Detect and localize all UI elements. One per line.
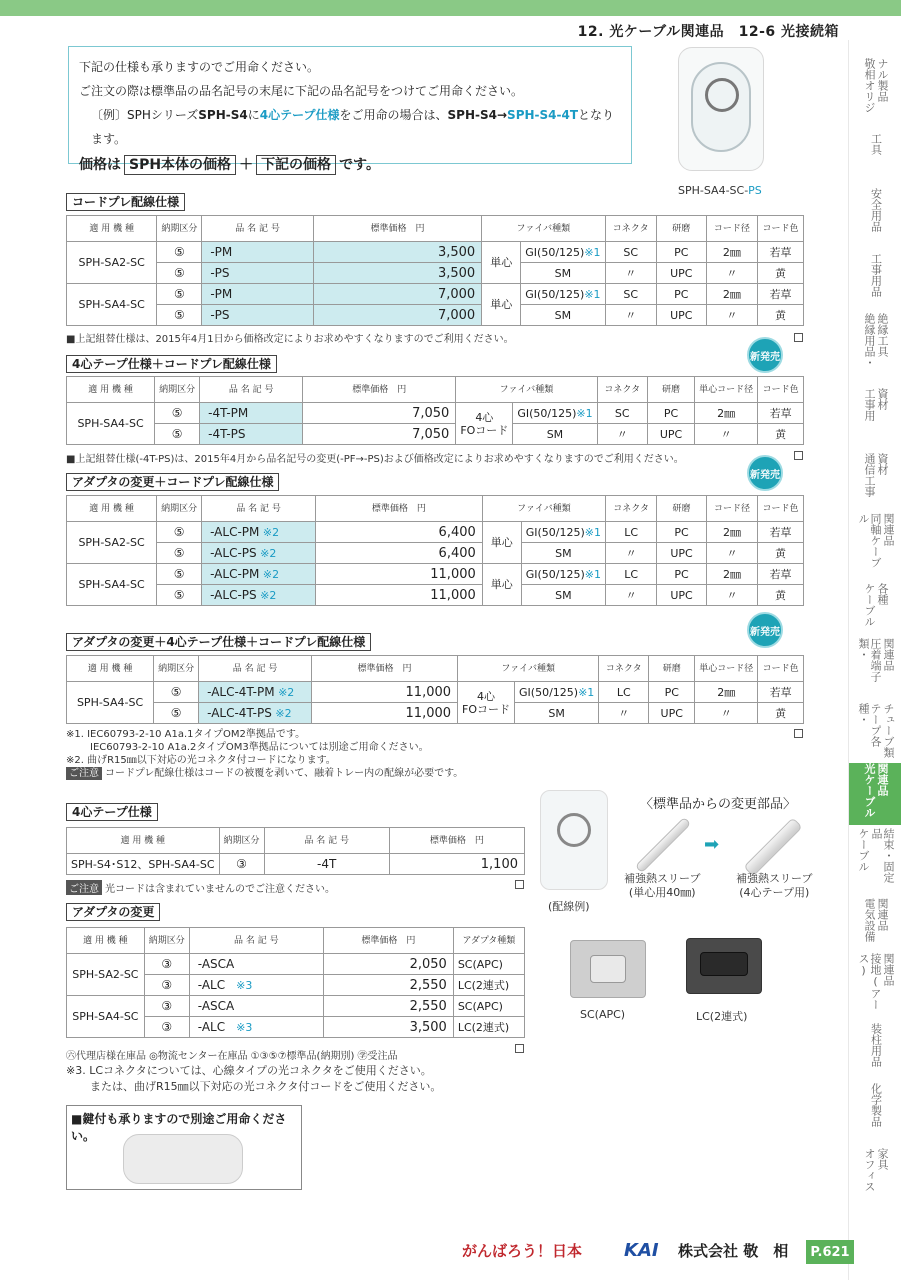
- sidebar-item[interactable]: チューブ類 テープ各種・: [857, 703, 895, 758]
- price-cell: 11,000: [311, 703, 457, 724]
- lock-box-photo: [123, 1134, 243, 1184]
- price-cell: 6,400: [316, 522, 483, 543]
- price-formula: 価格は SPH本体の価格 ＋ 下記の価格 です。: [79, 157, 380, 173]
- column-header: コネクタ: [599, 656, 649, 682]
- stock-legend: ㊅代理店様在庫品 ◎物流センター在庫品 ①③⑤⑦標準品(納期別) ㊫受注品: [66, 1051, 398, 1062]
- model-cell: SPH-SA2-SC: [67, 522, 157, 564]
- cord-color-cell: 黄: [758, 543, 804, 564]
- table-row: [67, 284, 804, 305]
- delivery-cell: ⑤: [157, 522, 202, 543]
- column-header: 納期区分: [144, 928, 189, 954]
- polish-cell: UPC: [656, 305, 706, 326]
- sidebar-item[interactable]: 装柱用品: [869, 1023, 883, 1067]
- column-header: 納期区分: [157, 496, 202, 522]
- tape-spec-table: [66, 827, 525, 875]
- section-title-cord-prewiring: コードプレ配線仕様: [66, 193, 185, 211]
- note-example: 〔例〕SPHシリーズSPH-S4に4心テープ仕様をご用命の場合は、SPH-S4→SPH-S4-4Tとなります。: [91, 108, 615, 146]
- section-title-4core-tape: 4心テープ仕様＋コードプレ配線仕様: [66, 355, 277, 373]
- cord-color-cell: 黄: [758, 585, 804, 606]
- table-row: [67, 564, 804, 585]
- checkbox-marker: [794, 451, 803, 460]
- delivery-cell: ③: [144, 954, 189, 975]
- fiber-cell: SM: [515, 703, 599, 724]
- fiber-cell: SM: [521, 263, 605, 284]
- cord-color-cell: 黄: [758, 424, 804, 445]
- sidebar-item[interactable]: 資材 通信工事: [863, 453, 889, 497]
- fiber-group-cell: 単心: [482, 242, 521, 284]
- fiber-cell: SM: [513, 424, 597, 445]
- cord-diameter-cell: 2㎜: [706, 522, 757, 543]
- column-header: 品 名 記 号: [200, 377, 303, 403]
- column-header: 適 用 機 種: [67, 928, 145, 954]
- fiber-group-cell: 4心 FOコード: [458, 682, 515, 724]
- connector-cell: SC: [605, 242, 656, 263]
- delivery-cell: ③: [144, 975, 189, 996]
- column-header: コード色: [758, 496, 804, 522]
- code-cell: -PS: [202, 263, 314, 284]
- table-row: [67, 522, 804, 543]
- code-cell: -ALC ※3: [189, 975, 323, 996]
- delivery-cell: ⑤: [157, 263, 202, 284]
- note-line-2: ご注文の際は標準品の品名記号の末尾に下記の品名記号をつけてご用命ください。: [79, 84, 524, 98]
- model-cell: SPH-SA2-SC: [67, 242, 157, 284]
- model-cell: SPH-SA2-SC: [67, 954, 145, 996]
- column-header: 納期区分: [154, 656, 199, 682]
- cord-diameter-cell: 〃: [706, 585, 757, 606]
- cord-diameter-cell: 2㎜: [695, 403, 758, 424]
- polish-cell: PC: [657, 522, 707, 543]
- delivery-cell: ⑤: [157, 242, 202, 263]
- column-header: 単心コード径: [695, 377, 758, 403]
- lock-option-box: [66, 1105, 302, 1190]
- connector-cell: LC: [606, 522, 657, 543]
- cord-color-cell: 若草: [758, 522, 804, 543]
- caution-no-cord: ご注意 光コードは含まれていませんのでご注意ください。: [66, 880, 335, 895]
- price-cell: 2,550: [323, 975, 453, 996]
- new-product-badge: 新発売: [747, 612, 783, 648]
- adapter-type-cell: LC(2連式): [453, 975, 524, 996]
- table-row: [67, 996, 525, 1017]
- delivery-cell: ③: [144, 1017, 189, 1038]
- column-header: 納期区分: [219, 828, 264, 854]
- tape-prewiring-table: [66, 376, 804, 445]
- table-row: [67, 682, 804, 703]
- wiring-example-caption: (配線例): [548, 900, 590, 913]
- code-cell: -ALC-PM ※2: [202, 522, 316, 543]
- column-header: 適 用 機 種: [67, 828, 220, 854]
- fiber-group-cell: 単心: [482, 284, 521, 326]
- page-number: P.621: [806, 1240, 854, 1264]
- column-header: コード色: [758, 656, 804, 682]
- note-price-revision-1: ■上記組替仕様は、2015年4月1日から価格改定によりお求めやすくなりますのでご利用ください。: [66, 334, 514, 345]
- model-cell: SPH-SA4-SC: [67, 284, 157, 326]
- cord-color-cell: 若草: [758, 403, 804, 424]
- column-header: 品 名 記 号: [202, 216, 314, 242]
- adapter-type-cell: SC(APC): [453, 996, 524, 1017]
- top-color-bar: [0, 0, 901, 16]
- change-parts-title: 〈標準品からの変更部品〉: [640, 797, 797, 812]
- cord-color-cell: 若草: [758, 242, 804, 263]
- connector-cell: 〃: [606, 543, 657, 564]
- table-row: [67, 305, 804, 326]
- fiber-group-cell: 単心: [482, 522, 521, 564]
- new-product-badge: 新発売: [747, 455, 783, 491]
- cord-diameter-cell: 〃: [695, 424, 758, 445]
- cord-diameter-cell: 〃: [706, 305, 757, 326]
- connector-cell: SC: [605, 284, 656, 305]
- code-cell: -ALC-4T-PS ※2: [199, 703, 312, 724]
- adapter-type-cell: SC(APC): [453, 954, 524, 975]
- sidebar-item[interactable]: 結束・固定品 ケーブル: [857, 828, 895, 883]
- note-price-revision-2: ■上記組替仕様(-4T-PS)は、2015年4月から品名記号の変更(-PF→-PS)および価格改定によりお求めやすくなりますのでご利用ください。: [66, 454, 684, 465]
- price-cell: 7,050: [303, 424, 456, 445]
- delivery-cell: ⑤: [157, 564, 202, 585]
- sidebar-item[interactable]: 関連品 電気設備: [863, 898, 889, 942]
- cord-color-cell: 若草: [758, 682, 804, 703]
- price-cell: 7,000: [313, 305, 481, 326]
- price-cell: 2,550: [323, 996, 453, 1017]
- cord-diameter-cell: 2㎜: [706, 242, 757, 263]
- slogan-logo: がんばろう！日本: [462, 1242, 583, 1260]
- delivery-cell: ⑤: [155, 403, 200, 424]
- sidebar-item[interactable]: 資材 工事用: [863, 388, 889, 421]
- fiber-cell: GI(50/125)※1: [515, 682, 599, 703]
- cord-diameter-cell: 〃: [695, 703, 758, 724]
- cord-color-cell: 若草: [758, 564, 804, 585]
- price-cell: 3,500: [323, 1017, 453, 1038]
- delivery-cell: ③: [144, 996, 189, 1017]
- code-cell: -ALC-PS ※2: [202, 543, 316, 564]
- company-name: 株式会社 敬 相: [678, 1242, 789, 1260]
- model-cell: SPH-SA4-SC: [67, 564, 157, 606]
- fiber-cell: GI(50/125)※1: [521, 522, 605, 543]
- delivery-cell: ⑤: [157, 284, 202, 305]
- column-header: ファイバ種類: [482, 216, 605, 242]
- column-header: 単心コード径: [695, 656, 758, 682]
- model-cell: SPH-SA4-SC: [67, 996, 145, 1038]
- column-header: 標準価格 円: [323, 928, 453, 954]
- ordering-note: [68, 46, 632, 173]
- table-row: [67, 543, 804, 564]
- polish-cell: PC: [647, 403, 694, 424]
- connector-cell: 〃: [599, 703, 649, 724]
- adapter-prewiring-table: [66, 495, 804, 606]
- connector-cell: 〃: [605, 263, 656, 284]
- lc-footnote: ※3. LCコネクタについては、心線タイプの光コネクタをご使用ください。 または、曲げR15㎜以下対応の光コネクタ付コードをご使用ください。: [66, 1064, 442, 1093]
- sidebar-item[interactable]: 関連品 光ケーブル: [849, 763, 901, 825]
- table-row: [67, 403, 804, 424]
- table-row: [67, 424, 804, 445]
- column-header: 標準価格 円: [389, 828, 524, 854]
- lock-option-text: ■鍵付も承りますので別途ご用命ください。: [71, 1112, 287, 1143]
- column-header: コード径: [706, 216, 757, 242]
- note-line-1: 下記の仕様も承りますのでご用命ください。: [79, 60, 320, 74]
- column-header: 適 用 機 種: [67, 496, 157, 522]
- price-cell: 11,000: [316, 585, 483, 606]
- new-product-badge: 新発売: [747, 337, 783, 373]
- checkbox-marker: [515, 880, 524, 889]
- column-header: コネクタ: [606, 496, 657, 522]
- cord-color-cell: 黄: [758, 263, 804, 284]
- code-cell: -PM: [202, 242, 314, 263]
- cord-diameter-cell: 2㎜: [706, 284, 757, 305]
- fiber-group-cell: 単心: [482, 564, 521, 606]
- table-row: [67, 263, 804, 284]
- sidebar-item[interactable]: 工事用品: [869, 253, 883, 297]
- delivery-cell: ⑤: [154, 703, 199, 724]
- lc-adapter-port: [700, 952, 748, 976]
- adapter-change-table: [66, 927, 525, 1038]
- price-cell: 11,000: [316, 564, 483, 585]
- code-cell: -4T-PS: [200, 424, 303, 445]
- connector-cell: LC: [606, 564, 657, 585]
- wiring-example-photo: [540, 790, 608, 890]
- code-cell: -4T: [264, 854, 389, 875]
- connector-cell: 〃: [605, 305, 656, 326]
- column-header: 標準価格 円: [316, 496, 483, 522]
- sidebar-item[interactable]: 関連品 圧着端子類・: [857, 638, 895, 682]
- page-title: 12. 光ケーブル関連品 12-6 光接続箱: [577, 24, 839, 40]
- fiber-cell: SM: [521, 543, 605, 564]
- delivery-cell: ⑤: [154, 682, 199, 703]
- fiber-cell: SM: [521, 305, 605, 326]
- product-photo: [678, 47, 764, 171]
- fiber-cell: GI(50/125)※1: [521, 564, 605, 585]
- column-header: 品 名 記 号: [202, 496, 316, 522]
- polish-cell: PC: [657, 564, 707, 585]
- column-header: コード色: [758, 216, 804, 242]
- code-cell: -ALC-PM ※2: [202, 564, 316, 585]
- sleeve-single-caption: 補強熱スリーブ (単心用40㎜): [624, 872, 701, 899]
- connector-cell: 〃: [606, 585, 657, 606]
- fiber-cell: GI(50/125)※1: [521, 242, 605, 263]
- price-cell: 3,500: [313, 242, 481, 263]
- product-caption: SPH-SA4-SC-PS: [678, 184, 762, 197]
- polish-cell: UPC: [656, 263, 706, 284]
- checkbox-marker: [794, 729, 803, 738]
- column-header: 適 用 機 種: [67, 216, 157, 242]
- cord-diameter-cell: 〃: [706, 543, 757, 564]
- sidebar-item[interactable]: ナル製品 敬相オリジ: [863, 58, 889, 113]
- column-header: ファイバ種類: [458, 656, 599, 682]
- delivery-cell: ⑤: [155, 424, 200, 445]
- code-cell: -ALC ※3: [189, 1017, 323, 1038]
- column-header: 適 用 機 種: [67, 656, 154, 682]
- model-cell: SPH-SA4-SC: [67, 403, 155, 445]
- price-cell: 7,050: [303, 403, 456, 424]
- cord-diameter-cell: 2㎜: [706, 564, 757, 585]
- checkbox-marker: [515, 1044, 524, 1053]
- table-row: [67, 954, 525, 975]
- fiber-cell: GI(50/125)※1: [521, 284, 605, 305]
- column-header: ファイバ種類: [482, 496, 605, 522]
- price-cell: 6,400: [316, 543, 483, 564]
- column-header: 研磨: [656, 216, 706, 242]
- heat-sleeve-single-image: [635, 817, 692, 874]
- price-cell: 7,000: [313, 284, 481, 305]
- column-header: 標準価格 円: [311, 656, 457, 682]
- connector-cell: 〃: [597, 424, 647, 445]
- arrow-right-icon: ➡: [704, 834, 720, 855]
- column-header: 適 用 機 種: [67, 377, 155, 403]
- sidebar-item[interactable]: 工具: [869, 133, 883, 155]
- cord-color-cell: 若草: [758, 284, 804, 305]
- connector-cell: LC: [599, 682, 649, 703]
- polish-cell: UPC: [649, 703, 695, 724]
- lc-caption: LC(2連式): [696, 1010, 748, 1023]
- price-cell: 1,100: [389, 854, 524, 875]
- fiber-cell: SM: [521, 585, 605, 606]
- polish-cell: PC: [656, 284, 706, 305]
- adapter-tape-prewiring-table: [66, 655, 804, 724]
- sidebar-item[interactable]: 安全用品: [869, 188, 883, 232]
- cord-color-cell: 黄: [758, 703, 804, 724]
- fiber-group-cell: 4心 FOコード: [456, 403, 513, 445]
- column-header: 品 名 記 号: [189, 928, 323, 954]
- delivery-cell: ⑤: [157, 585, 202, 606]
- column-header: 標準価格 円: [303, 377, 456, 403]
- code-cell: -ASCA: [189, 954, 323, 975]
- table-row: [67, 854, 525, 875]
- column-header: 標準価格 円: [313, 216, 481, 242]
- cord-diameter-cell: 〃: [706, 263, 757, 284]
- sidebar-item[interactable]: 絶縁工具 絶縁用品・: [863, 313, 889, 368]
- code-cell: -PS: [202, 305, 314, 326]
- column-header: コネクタ: [597, 377, 647, 403]
- cord-color-cell: 黄: [758, 305, 804, 326]
- delivery-cell: ⑤: [157, 543, 202, 564]
- price-cell: 11,000: [311, 682, 457, 703]
- heat-sleeve-tape-image: [743, 817, 802, 876]
- column-header: 品 名 記 号: [264, 828, 389, 854]
- kai-logo: KAI: [624, 1240, 659, 1261]
- price-cell: 2,050: [323, 954, 453, 975]
- delivery-cell: ⑤: [157, 305, 202, 326]
- column-header: 納期区分: [155, 377, 200, 403]
- polish-cell: UPC: [657, 585, 707, 606]
- column-header: コード色: [758, 377, 804, 403]
- checkbox-marker: [794, 333, 803, 342]
- code-cell: -PM: [202, 284, 314, 305]
- code-cell: -4T-PM: [200, 403, 303, 424]
- column-header: 品 名 記 号: [199, 656, 312, 682]
- code-cell: -ALC-PS ※2: [202, 585, 316, 606]
- sidebar-item[interactable]: 関連品 接地(アース): [857, 953, 895, 1010]
- code-cell: -ALC-4T-PM ※2: [199, 682, 312, 703]
- table-row: [67, 703, 804, 724]
- fiber-cell: GI(50/125)※1: [513, 403, 597, 424]
- sc-apc-caption: SC(APC): [580, 1008, 626, 1021]
- polish-cell: PC: [649, 682, 695, 703]
- sidebar-item[interactable]: 関連品 同軸ケーブル: [857, 513, 895, 568]
- adapter-type-cell: LC(2連式): [453, 1017, 524, 1038]
- column-header: コード径: [706, 496, 757, 522]
- column-header: 納期区分: [157, 216, 202, 242]
- column-header: 研磨: [647, 377, 694, 403]
- sidebar-item[interactable]: 各種 ケーブル: [863, 583, 889, 627]
- category-sidebar: [848, 40, 901, 1280]
- model-cell: SPH-SA4-SC: [67, 682, 154, 724]
- model-cell: SPH-S4･S12、SPH-SA4-SC: [67, 854, 220, 875]
- column-header: 研磨: [649, 656, 695, 682]
- cord-diameter-cell: 2㎜: [695, 682, 758, 703]
- table-row: [67, 242, 804, 263]
- section-title-4core: 4心テープ仕様: [66, 803, 158, 821]
- polish-cell: PC: [656, 242, 706, 263]
- column-header: 研磨: [657, 496, 707, 522]
- section-title-adapter: アダプタの変更: [66, 903, 160, 921]
- footnotes: ※1. IEC60793-2-10 A1a.1タイプOM2準拠品です。 IEC60793-2-10 A1a.2タイプOM3準拠品については別途ご用命ください。 ※2. 曲げR15㎜以下対応の光コネクタ付コードになります。 ご注意 コードプレ配線仕様はコードの被覆を剥いて、融着トレー内の配線が必要です。: [66, 729, 464, 779]
- code-cell: -ASCA: [189, 996, 323, 1017]
- polish-cell: UPC: [647, 424, 694, 445]
- section-title-adapter-change: アダプタの変更＋コードプレ配線仕様: [66, 473, 279, 491]
- delivery-cell: ③: [219, 854, 264, 875]
- connector-cell: SC: [597, 403, 647, 424]
- sc-adapter-port: [590, 955, 626, 983]
- sidebar-item[interactable]: 化学製品: [869, 1083, 883, 1127]
- column-header: コネクタ: [605, 216, 656, 242]
- polish-cell: UPC: [657, 543, 707, 564]
- price-cell: 3,500: [313, 263, 481, 284]
- column-header: ファイバ種類: [456, 377, 597, 403]
- column-header: アダプタ種類: [453, 928, 524, 954]
- sleeve-tape-caption: 補強熱スリーブ (4心テープ用): [736, 872, 813, 899]
- table-row: [67, 585, 804, 606]
- section-title-adapter-tape: アダプタの変更＋4心テープ仕様＋コードプレ配線仕様: [66, 633, 371, 651]
- sidebar-item[interactable]: 家具 オフィス: [863, 1148, 889, 1192]
- cord-prewiring-table: [66, 215, 804, 326]
